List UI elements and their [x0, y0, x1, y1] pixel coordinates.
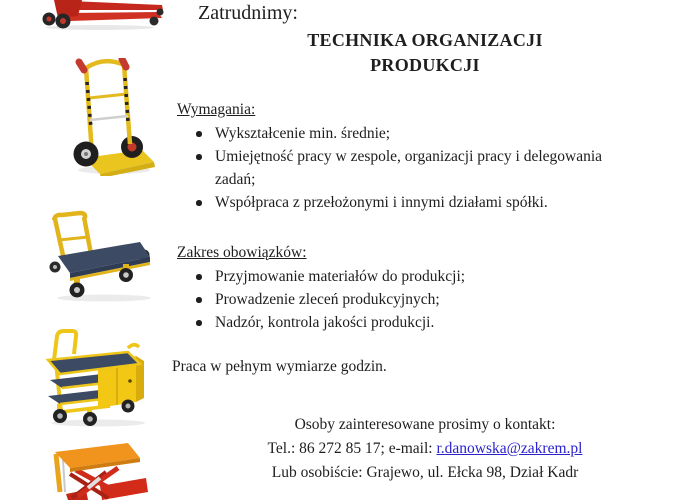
requirement-item — [177, 145, 647, 191]
requirement-item — [177, 122, 647, 145]
duty-text: Prowadzenie zleceń produkcyjnych; — [215, 291, 440, 308]
job-title-text: TECHNIKA ORGANIZACJI PRODUKCJI — [307, 30, 543, 75]
duties-list — [177, 265, 647, 334]
requirement-text: Umiejętność pracy w zespole, organizacji pracy i delegowania zadań; — [215, 148, 603, 188]
requirement-text: Współpraca z przełożonymi i innymi działami spółki. — [215, 194, 548, 211]
requirement-item — [177, 191, 647, 214]
duty-text: Przyjmowanie materiałów do produkcji; — [215, 268, 466, 285]
contact-phone-email — [180, 437, 670, 461]
requirements-list — [177, 122, 647, 214]
hand-truck-image — [70, 58, 158, 176]
duty-item — [177, 311, 647, 334]
bullet-icon — [196, 320, 202, 326]
requirement-text: Wykształcenie min. średnie; — [215, 125, 391, 142]
contact-address: Lub osobiście: Grajewo, ul. Ełcka 98, Dział Kadr — [271, 464, 579, 481]
duty-text: Nadzór, kontrola jakości produkcji. — [215, 314, 435, 331]
duty-item — [177, 265, 647, 288]
requirements-heading: Wymagania: — [177, 101, 256, 118]
contact-phone: Tel.: 86 272 85 17; e-mail: — [267, 440, 437, 457]
bullet-icon — [196, 154, 202, 160]
email-link[interactable]: r.danowska@zakrem.pl — [436, 440, 583, 457]
bullet-icon — [196, 297, 202, 303]
scissor-lift-image — [42, 440, 148, 500]
job-title — [180, 28, 670, 78]
contact-intro: Osoby zainteresowane prosimy o kontakt: — [294, 416, 556, 433]
bullet-icon — [196, 274, 202, 280]
platform-cart-image — [42, 210, 154, 304]
bullet-icon — [196, 131, 202, 137]
employment-note: Praca w pełnym wymiarze godzin. — [172, 358, 387, 375]
contact-block — [180, 413, 670, 485]
intro-line: Zatrudnimy: — [198, 2, 298, 24]
duties-heading: Zakres obowiązków: — [177, 244, 307, 261]
pallet-jack-image — [36, 0, 166, 30]
duty-item — [177, 288, 647, 311]
shelf-cart-image — [40, 328, 152, 428]
bullet-icon — [196, 200, 202, 206]
